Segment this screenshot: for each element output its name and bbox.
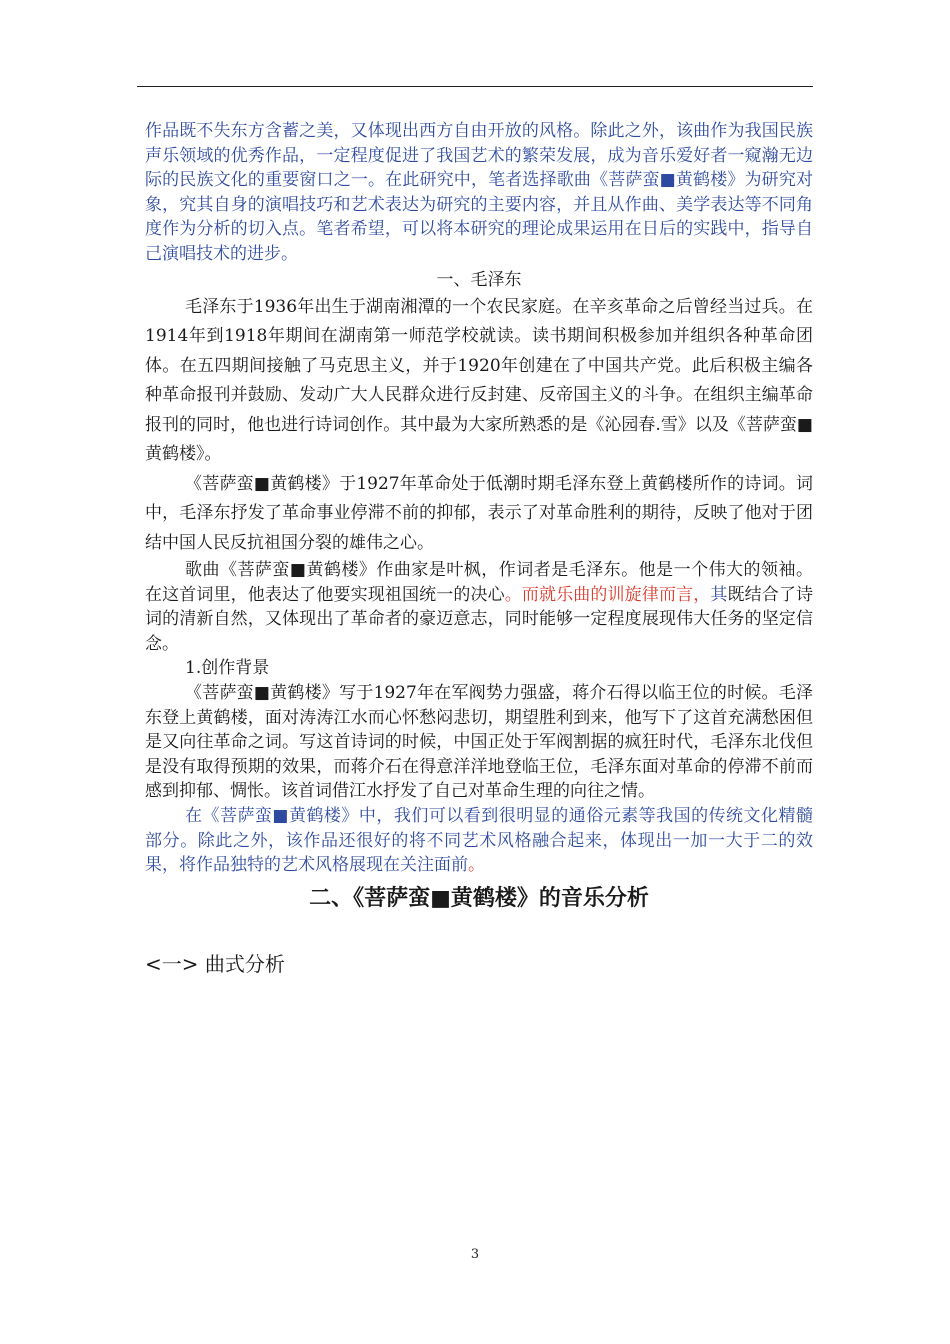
style-text-b: 。 bbox=[468, 855, 485, 876]
song-intro-text-d: 既结合了诗词的清新自然，又体现出了革命者的豪迈意志，同时能够一定程度展现伟大任务的坚定信念。 bbox=[145, 584, 814, 654]
page-number: 3 bbox=[470, 1247, 480, 1262]
subheading-background: 1.创作背景 bbox=[185, 658, 270, 679]
section-heading-form-analysis: <一> 曲式分析 bbox=[145, 951, 285, 976]
style-text-a: 在《菩萨蛮■黄鹤楼》中，我们可以看到很明显的通俗元素等我国的传统文化精髓部分。除此之外，该作品还很好的将不同艺术风格融合起来，体现出一加一大于二的效果，将作品独特的艺术风格展现在关注面前 bbox=[145, 806, 813, 876]
page-content bbox=[145, 119, 813, 978]
paragraph-mao-bio: 毛泽东于1936年出生于湖南湘潭的一个农民家庭。在辛亥革命之后曾经当过兵。在1914年到1918年期间在湖南第一师范学校就读。读书期间积极参加并组织各种革命团体。在五四期间接触了马克思主义，并于1920年创建在了中国共产党。此后积极主编各种革命报刊并鼓励、发动广大人民群众进行反封建、反帝国主义的斗争。在组织主编革命报刊的同时，他也进行诗词创作。其中最为大家所熟悉的是《沁园春.雪》以及《菩萨蛮■黄鹤楼》。 bbox=[145, 296, 813, 465]
song-intro-text-c: 其 bbox=[710, 584, 728, 605]
chapter-heading-music-analysis: 二、《菩萨蛮■黄鹤楼》的音乐分析 bbox=[309, 885, 649, 911]
song-intro-text-a: 歌曲《菩萨蛮■黄鹤楼》作曲家是叶枫，作词者是毛泽东。他是一个伟大的领袖。在这首词里，他表达了他要实现祖国统一的决心 bbox=[145, 560, 813, 605]
header-rule bbox=[137, 86, 813, 87]
section-heading-mao: 一、毛泽东 bbox=[436, 269, 522, 290]
paragraph-song-intro bbox=[145, 558, 813, 656]
intro-paragraph: 作品既不失东方含蓄之美，又体现出西方自由开放的风格。除此之外，该曲作为我国民族声乐领域的优秀作品，一定程度促进了我国艺术的繁荣发展，成为音乐爱好者一窥瀚无边际的民族文化的重要窗口之一。在此研究中，笔者选择歌曲《菩萨蛮■黄鹤楼》为研究对象，究其自身的演唱技巧和艺术表达为研究的主要内容，并且从作曲、美学表达等不同角度作为分析的切入点。笔者希望，可以将本研究的理论成果运用在日后的实践中，指导自己演唱技术的进步。 bbox=[145, 121, 813, 264]
paragraph-background: 《菩萨蛮■黄鹤楼》写于1927年在军阀势力强盛，蒋介石得以临王位的时候。毛泽东登上黄鹤楼，面对涛涛江水而心怀愁闷悲切，期望胜利到来，他写下了这首充满愁困但是又向往革命之词。写这首诗词的时候，中国正处于军阀割据的疯狂时代，毛泽东北伐但是没有取得预期的效果，而蒋介石在得意洋洋地登临王位，毛泽东面对革命的停滞不前而感到抑郁、惆怅。该首词借江水抒发了自己对革命生理的向往之情。 bbox=[145, 683, 813, 802]
paragraph-poem-intro: 《菩萨蛮■黄鹤楼》于1927年革命处于低潮时期毛泽东登上黄鹤楼所作的诗词。词中，毛泽东抒发了革命事业停滞不前的抑郁，表示了对革命胜利的期待，反映了他对于团结中国人民反抗祖国分裂的雄伟之心。 bbox=[145, 473, 813, 553]
paragraph-style bbox=[145, 804, 813, 878]
song-intro-text-b: 。而就乐曲的训旋律而言， bbox=[504, 584, 711, 605]
